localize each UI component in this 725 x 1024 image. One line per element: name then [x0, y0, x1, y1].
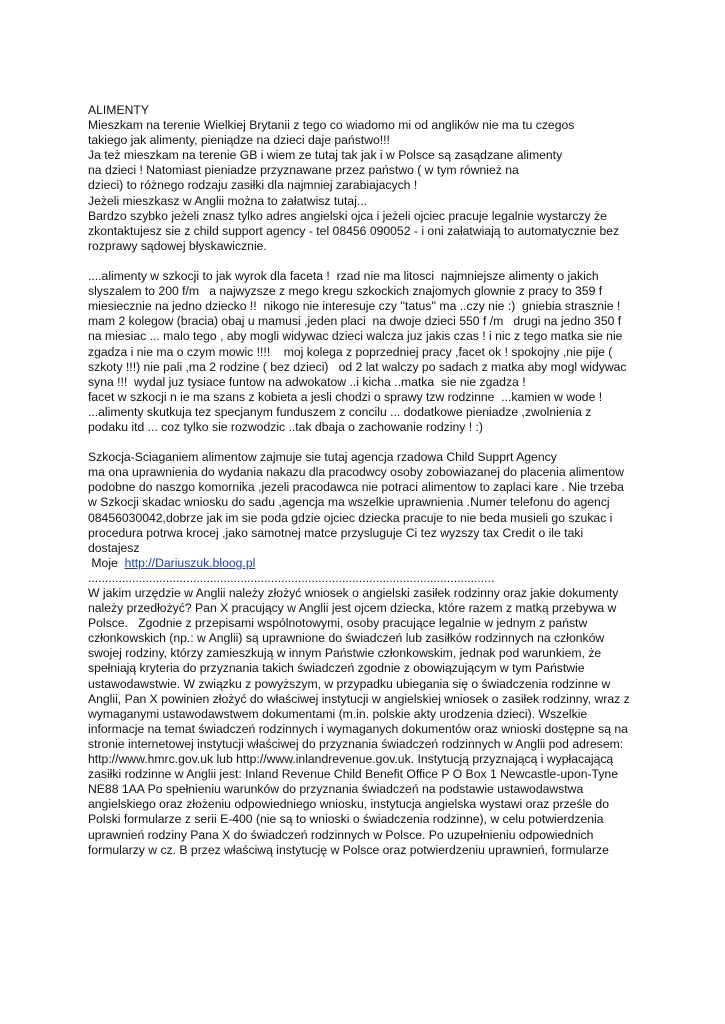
text-line: stronie internetowej instytucji właściwej do przyznania świadczeń rodzinnych w Anglii pod adresem:	[88, 736, 624, 751]
document-title: ALIMENTY	[88, 103, 149, 117]
text-line: dzieci) to różnego rodzaju zasiłki dla najmniej zarabiajacych !	[88, 178, 418, 193]
text-line: Bardzo szybko jeżeli znasz tylko adres angielski ojca i jeżeli ojciec pracuje legalnie wystarczy że	[88, 208, 607, 223]
text-line: dostajesz	[88, 540, 140, 555]
text-line: mam 2 kolegow (bracia) obaj u mamusi ,jeden placi na dwoje dzieci 550 f /m drugi na jedno 350 f	[88, 314, 622, 329]
text-line: wymaganymi ustawodawstwem dokumentami (m.in. polskie akty urodzenia dzieci). Wszelkie	[88, 706, 588, 721]
text-line: zasiłki rodzinne w Anglii jest: Inland Revenue Child Benefit Office P O Box 1 Newcastle-upon-Tyne	[88, 767, 618, 782]
text-line: 08456030042,dobrze jak im sie poda gdzie ojciec dziecka pracuje to nie beda musieli go szukac i	[88, 510, 613, 525]
text-line: takiego jak alimenty, pieniądze na dzieci daje państwo!!!	[88, 133, 390, 148]
text-line: ...alimenty skutkuja tez specjanym funduszem z concilu ... dodatkowe pieniadze ,zwolnienia z	[88, 404, 592, 419]
text-line: formularzy w cz. B przez właściwą instytucję w Polsce oraz potwierdzeniu uprawnień, formularze	[88, 842, 609, 857]
paragraph-child-support-agency	[88, 450, 688, 556]
text-line: http://www.hmrc.gov.uk lub http://www.inlandrevenue.gov.uk. Instytucją przyznającą i wypłacającą	[88, 752, 614, 767]
text-line: informacje na temat świadczeń rodzinnych i wymaganych dokumentów oraz wnioski dostępne są na	[88, 721, 628, 736]
text-line: na dzieci ! Natomiast pieniadze przyznawane przez państwo ( w tym również na	[88, 163, 519, 178]
text-line: Polski formularze z serii E-400 (nie są to wnioski o świadczenia rodzinne), w celu potwierdzenia	[88, 812, 604, 827]
text-line: należy przedłożyć? Pan X pracujący w Anglii jest ojcem dziecka, które razem z matką przebywa w	[88, 601, 617, 616]
text-line: zkontaktujesz sie z child support agency - tel 08456 090052 - i oni załatwiają to automatycznie bez	[88, 223, 620, 238]
blog-line	[88, 556, 688, 571]
text-line: syna !!! wydal juz tysiace funtow na adwokatow ..i kicha ..matka sie nie zgadza !	[88, 374, 526, 389]
document-body	[88, 103, 688, 858]
text-line: Jeżeli mieszkasz w Anglii można to załatwisz tutaj...	[88, 193, 368, 208]
text-line: uprawnień rodziny Pana X do świadczeń rodzinnych w Polsce. Po uzupełnieniu odpowiednich	[88, 827, 594, 842]
text-line: Ja też mieszkam na terenie GB i wiem ze tutaj tak jak i w Polsce są zasądzane alimenty	[88, 148, 563, 163]
text-line: NE88 1AA Po spełnieniu warunków do przyznania świadczeń na podstawie ustawodawstwa	[88, 782, 584, 797]
dotted-separator: ........................................................................................................................	[88, 570, 495, 585]
text-line: swojej rodziny, którzy zamieszkują w innym Państwie członkowskim, jednak pod warunkiem, że	[88, 646, 602, 661]
text-line: slyszalem to 200 f/m a najwyzsze z mego kregu szkockich znajomych glownie z pracy to 359 f	[88, 284, 603, 299]
text-line: ....alimenty w szkocji to jak wyrok dla faceta ! rzad nie ma litosci najmniejsze alimenty o jakich	[88, 269, 599, 284]
text-line: rozprawy sądowej błyskawicznie.	[88, 238, 267, 253]
paragraph-intro	[88, 118, 688, 254]
text-line: na miesiac ... malo tego , aby mogli widywac dzieci walcza juz jakis czas ! i nic z tego matka sie nie	[88, 329, 623, 344]
text-line: szkoty !!!) nie pali ,ma 2 rodzine ( bez dzieci) od 2 lat walczy po sadach z matka aby mogl widywac	[88, 359, 627, 374]
text-line: Polsce. Zgodnie z przepisami wspólnotowymi, osoby pracujące legalnie w jednym z państw	[88, 616, 588, 631]
text-line: W jakim urzędzie w Anglii należy złożyć wniosek o angielski zasiłek rodzinny oraz jakie dokumenty	[88, 586, 619, 600]
text-line: ustawodawstwie. W związku z powyższym, w przypadku ubiegania się o świadczenia rodzinne w	[88, 676, 611, 691]
text-line: Szkocja-Sciaganiem alimentow zajmuje sie tutaj agencja rzadowa Child Supprt Agency	[88, 450, 557, 465]
paragraph-england-benefit	[88, 586, 688, 858]
text-line: podobne do naszgo komornika ,jezeli pracodawca nie potraci alimentow to zaplaci kare . Nie trzeba	[88, 480, 624, 495]
blog-link[interactable]: http://Dariuszuk.bloog.pl	[124, 555, 256, 570]
text-line: ma ona uprawnienia do wydania nakazu dla pracodwcy osoby zobowiazanej do placenia alimentow	[88, 465, 624, 480]
text-line: facet w szkocji n ie ma szans z kobieta a jesli chodzi o sprawy tzw rodzinne ...kamien w wode !	[88, 389, 603, 404]
text-line: Mieszkam na terenie Wielkiej Brytanii z tego co wiadomo mi od anglików nie ma tu czegos	[88, 118, 575, 133]
paragraph-scotland-alimony	[88, 269, 688, 435]
blank-line	[88, 435, 688, 450]
blog-prefix: Moje	[88, 555, 125, 570]
text-line: spełniają kryteria do przyznania takich świadczeń zgodnie z obowiązującym w tym Państwie	[88, 661, 585, 676]
text-line: w Szkocji skadac wniosku do sadu ,agencja ma wszelkie uprawnienia .Numer telefonu do agencj	[88, 495, 610, 510]
text-line: miesiecznie na jedno dziecko !! nikogo nie interesuje czy ''tatus'' ma ..czy nie :) gniebia strasznie !	[88, 299, 621, 314]
text-line: zgadza i nie ma o czym mowic !!!! moj kolega z poprzedniej pracy ,facet ok ! spokojny ,nie pije (	[88, 344, 613, 359]
text-line: członkowskich (np.: w Anglii) są uprawnione do świadczeń lub zasiłków rodzinnych na członków	[88, 631, 605, 646]
text-line: Anglii, Pan X powinien złożyć do właściwej instytucji w angielskiej wniosek o zasiłek rodzinny, wraz z	[88, 691, 630, 706]
blank-line	[88, 254, 688, 269]
text-line: procedura potrwa krocej ,jako samotnej matce przysluguje Ci tez wyzszy tax Credit o ile taki	[88, 525, 584, 540]
text-line: podaku itd ... coz tylko sie rozwodzic ..tak dbaja o zachowanie rodziny ! :)	[88, 419, 483, 434]
text-line: angielskiego oraz złożeniu odpowiedniego wniosku, instytucja angielska wystawi oraz prześle do	[88, 797, 609, 812]
